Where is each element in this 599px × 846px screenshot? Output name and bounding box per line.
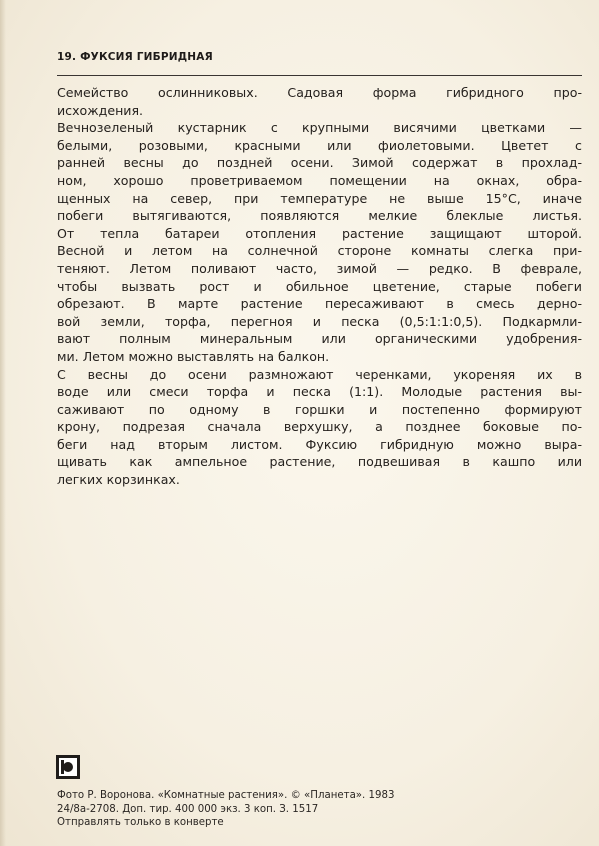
text-line: Семейство ослинниковых. Садовая форма гибридного про- xyxy=(57,85,582,100)
text-line: обрезают. В марте растение пересаживают в смесь дерно- xyxy=(57,296,582,312)
card-number: 19. xyxy=(57,51,77,63)
text-line: вой земли, торфа, перегноя и песка (0,5:1:1:0,5). Подкармли- xyxy=(57,313,582,329)
imprint-credits: Фото Р. Воронова. «Комнатные растения». © «Планета». 1983 xyxy=(57,790,395,801)
imprint-print-info: 24/8а-2708. Доп. тир. 400 000 экз. 3 коп. З. 1517 xyxy=(57,803,319,815)
text-line: воде или смеси торфа и песка (1:1). Молодые растения вы- xyxy=(57,384,582,400)
card-heading xyxy=(57,51,213,63)
imprint-mailing-note: Отправлять только в конверте xyxy=(57,817,224,829)
text-line: побеги вытягиваются, появляются мелкие блеклые листья. xyxy=(57,208,582,224)
text-line: беги над вторым листом. Фуксию гибридную можно выра- xyxy=(57,436,582,452)
planeta-logo-icon xyxy=(56,755,80,779)
description-text xyxy=(57,84,582,489)
imprint-block xyxy=(57,789,394,830)
text-line: чтобы вызвать рост и обильное цветение, старые побеги xyxy=(57,278,582,294)
text-line: Весной и летом на солнечной стороне комнаты слегка при- xyxy=(57,243,582,259)
text-line: крону, подрезая сначала верхушку, а позднее боковые по- xyxy=(57,419,582,435)
text-line: исхождения. xyxy=(57,102,144,118)
text-line: вают полным минеральным или органическими удобрения- xyxy=(57,331,582,347)
text-line: щенных на север, при температуре не выше 15°С, иначе xyxy=(57,190,582,206)
text-line: ми. Летом можно выставлять на балкон. xyxy=(57,348,330,364)
paper-edge xyxy=(0,0,6,846)
text-line: С весны до осени размножают черенками, укореняя их в xyxy=(57,366,582,382)
text-line: белыми, розовыми, красными или фиолетовыми. Цветет с xyxy=(57,137,582,153)
text-line: легких корзинках. xyxy=(57,472,180,488)
text-line: ном, хорошо проветриваемом помещении на окнах, обра- xyxy=(57,172,582,188)
logo-dot xyxy=(63,762,73,772)
text-line: ранней весны до поздней осени. Зимой содержат в прохлад- xyxy=(57,155,582,171)
text-line: щивать как ампельное растение, подвешивая в кашпо или xyxy=(57,454,582,470)
text-line: Вечнозеленый кустарник с крупными висячими цветками — xyxy=(57,120,582,136)
text-line: От тепла батареи отопления растение защищают шторой. xyxy=(57,225,582,241)
card-title: ФУКСИЯ ГИБРИДНАЯ xyxy=(80,51,213,63)
heading-rule xyxy=(57,75,582,76)
text-line: саживают по одному в горшки и постепенно формируют xyxy=(57,401,582,417)
text-line: теняют. Летом поливают часто, зимой — редко. В феврале, xyxy=(57,260,582,276)
